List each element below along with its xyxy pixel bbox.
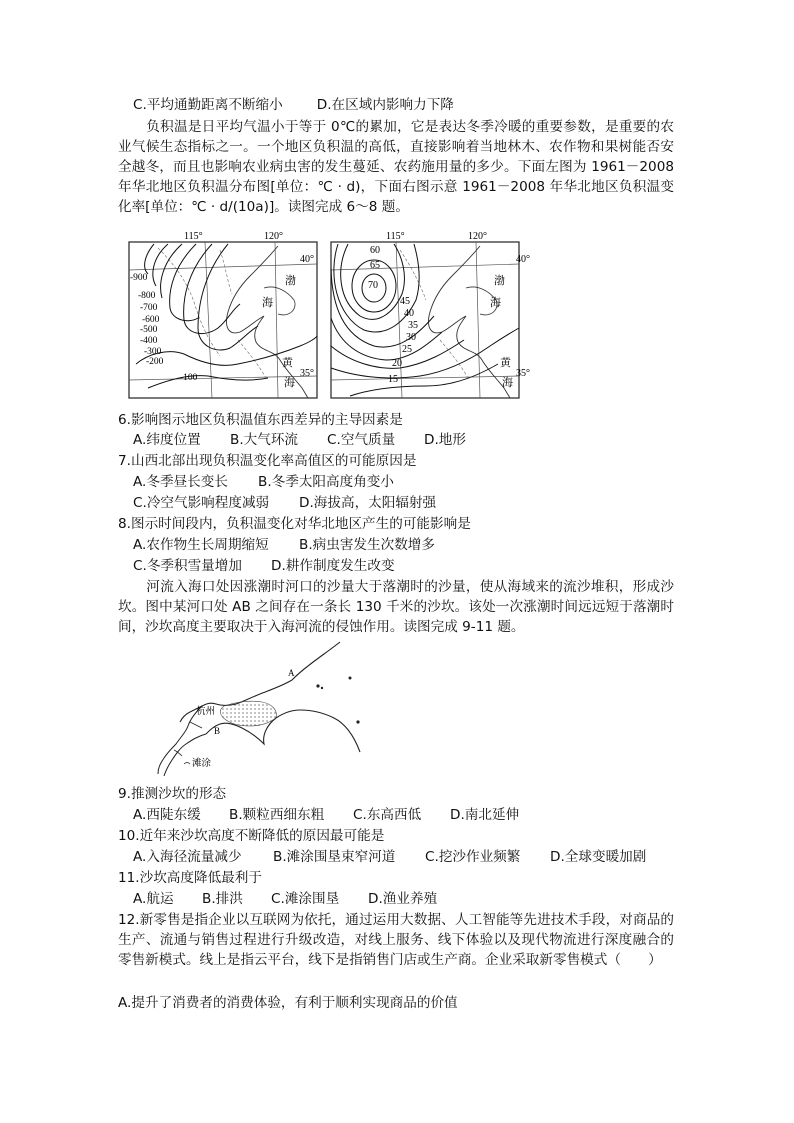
q9-option-a[interactable]: A.西陡东缓 xyxy=(133,807,201,823)
q12-option-a[interactable]: A.提升了消费者的消费体验，有利于顺利实现商品的价值 xyxy=(118,995,458,1011)
q8-options-cd xyxy=(133,556,395,576)
sea-label: 海 xyxy=(284,377,295,389)
q9-options xyxy=(133,805,519,825)
q8-option-c[interactable]: C.冬季积雪量增加 xyxy=(133,558,242,574)
q6-option-b[interactable]: B.大气环流 xyxy=(230,432,299,448)
q7-options-ab xyxy=(133,472,394,492)
lon-label: 115° xyxy=(386,231,405,242)
q6-option-d[interactable]: D.地形 xyxy=(424,432,466,448)
city-label: 杭州 xyxy=(196,707,216,717)
q7-option-b[interactable]: B.冬季太阳高度角变小 xyxy=(258,474,394,490)
contour-label: 40 xyxy=(404,308,414,319)
lat-label: 40° xyxy=(300,254,314,265)
contour-label: 15 xyxy=(388,374,398,385)
contour-label: 25 xyxy=(402,344,412,355)
contour-label: 65 xyxy=(370,260,380,271)
q7-stem: 7.山西北部出现负积温变化率高值区的可能原因是 xyxy=(118,453,417,469)
q12-stem: 12.新零售是指企业以互联网为依托，通过运用大数据、人工智能等先进技术手段，对商品的生产、流通与销售过程进行升级改造，对线上服务、线下体验以及现代物流进行深度融合的零售新模式。线上是指云平台，线下是指销售门店或生产商。企业采取新零售模式（ ） xyxy=(118,912,674,968)
q11-option-d[interactable]: D.渔业养殖 xyxy=(368,891,438,907)
point-a-label: A xyxy=(288,668,295,678)
q6-stem: 6.影响图示地区负积温值东西差异的主导因素是 xyxy=(118,412,403,428)
q11-options xyxy=(133,889,437,909)
q11-stem: 11.沙坎高度降低最利于 xyxy=(118,870,262,886)
sea-label: 黄 xyxy=(500,357,511,369)
q5-option-c: C.平均通勤距离不断缩小 xyxy=(133,97,283,113)
q8-options-ab xyxy=(133,535,435,555)
lon-label: 115° xyxy=(184,231,203,242)
q10-option-a[interactable]: A.入海径流量减少 xyxy=(133,849,242,865)
contour-label: -800 xyxy=(138,291,156,301)
contour-label: 35 xyxy=(408,320,418,331)
q10-option-b[interactable]: B.滩涂围垦束窄河道 xyxy=(273,849,396,865)
sea-label: 黄 xyxy=(282,357,293,369)
q9-option-c[interactable]: C.东高西低 xyxy=(353,807,422,823)
q9-option-b[interactable]: B.颗粒西细东粗 xyxy=(229,807,325,823)
contour-label: -300 xyxy=(144,347,162,357)
sea-label: 海 xyxy=(262,297,273,309)
map-estuary-sandbar xyxy=(150,640,380,780)
q8-option-d[interactable]: D.耕作制度发生改变 xyxy=(271,558,395,574)
sea-label: 海 xyxy=(490,297,501,309)
contour-label: 70 xyxy=(368,280,378,291)
q7-option-c[interactable]: C.冷空气影响程度减弱 xyxy=(133,495,270,511)
q8-option-a[interactable]: A.农作物生长周期缩短 xyxy=(133,537,269,553)
sea-label: 海 xyxy=(502,377,513,389)
contour-label: 20 xyxy=(392,358,402,369)
q7-options-cd xyxy=(133,493,436,513)
map-negative-accumulated-temperature xyxy=(128,228,318,400)
sea-label: 渤 xyxy=(285,275,296,287)
contour-label: -200 xyxy=(146,357,164,367)
q11-option-c[interactable]: C.滩涂围垦 xyxy=(271,891,340,907)
q11-option-a[interactable]: A.航运 xyxy=(133,891,174,907)
q10-options xyxy=(133,847,646,867)
q11-option-b[interactable]: B.排洪 xyxy=(202,891,243,907)
map-negative-temperature-change-rate xyxy=(330,228,540,400)
q7-option-a[interactable]: A.冬季昼长变长 xyxy=(133,474,228,490)
lon-label: 120° xyxy=(468,231,487,242)
passage-negative-accumulated-temperature: 负积温是日平均气温小于等于 0℃的累加，它是表达冬季冷暖的重要参数，是重要的农业气候生态指标之一。一个地区负积温的高低，直接影响着当地林木、农作物和果树能否安全越冬，而且也影响农业病虫害的发生蔓延、农药施用量的多少。下面左图为 1961－2008 年华北地区负积温分布图[单位：℃ · d)，下面右图示意 1961－2008 年华北地区负积温变化率[单位：℃ · d/(10a)]。读图完成 6～8 题。 xyxy=(118,119,674,215)
contour-label: -400 xyxy=(140,336,158,346)
q5-option-d: D.在区域内影响力下降 xyxy=(316,97,454,113)
q6-options xyxy=(133,430,466,450)
passage-sand-bar: 河流入海口处因涨潮时河口的沙量大于落潮时的沙量，使从海域来的流沙堆积，形成沙坎。图中某河口处 AB 之间存在一条长 130 千米的沙坎。该处一次涨潮时间远远短于落潮时间，沙坎高度主要取决于入海河流的侵蚀作用。读图完成 9-11 题。 xyxy=(118,579,674,635)
point-b-label: B xyxy=(214,726,221,736)
q8-option-b[interactable]: B.病虫害发生次数增多 xyxy=(299,537,435,553)
q6-option-a[interactable]: A.纬度位置 xyxy=(133,432,201,448)
contour-label: 45 xyxy=(400,296,410,307)
lon-label: 120° xyxy=(264,231,283,242)
contour-label: 60 xyxy=(370,245,380,256)
sea-label: 渤 xyxy=(494,275,505,287)
q6-option-c[interactable]: C.空气质量 xyxy=(327,432,396,448)
q10-stem: 10.近年来沙坎高度不断降低的原因最可能是 xyxy=(118,828,385,844)
contour-label: -100 xyxy=(180,373,198,383)
lat-label: 35° xyxy=(516,368,530,379)
q9-option-d[interactable]: D.南北延伸 xyxy=(450,807,520,823)
q7-option-d[interactable]: D.海拔高，太阳辐射强 xyxy=(299,495,437,511)
lat-label: 40° xyxy=(516,254,530,265)
lat-label: 35° xyxy=(300,368,314,379)
q10-option-c[interactable]: C.挖沙作业频繁 xyxy=(425,849,521,865)
contour-label: -500 xyxy=(140,325,158,335)
contour-label: 30 xyxy=(406,332,416,343)
q5-options-cd xyxy=(133,95,454,115)
contour-label: -600 xyxy=(142,315,160,325)
q9-stem: 9.推测沙坎的形态 xyxy=(118,786,227,802)
contour-label: -900 xyxy=(130,273,148,283)
q8-stem: 8.图示时间段内，负积温变化对华北地区产生的可能影响是 xyxy=(118,516,471,532)
q10-option-d[interactable]: D.全球变暖加剧 xyxy=(550,849,647,865)
tidal-flat-label: 滩涂 xyxy=(192,759,212,769)
contour-label: -700 xyxy=(140,303,158,313)
